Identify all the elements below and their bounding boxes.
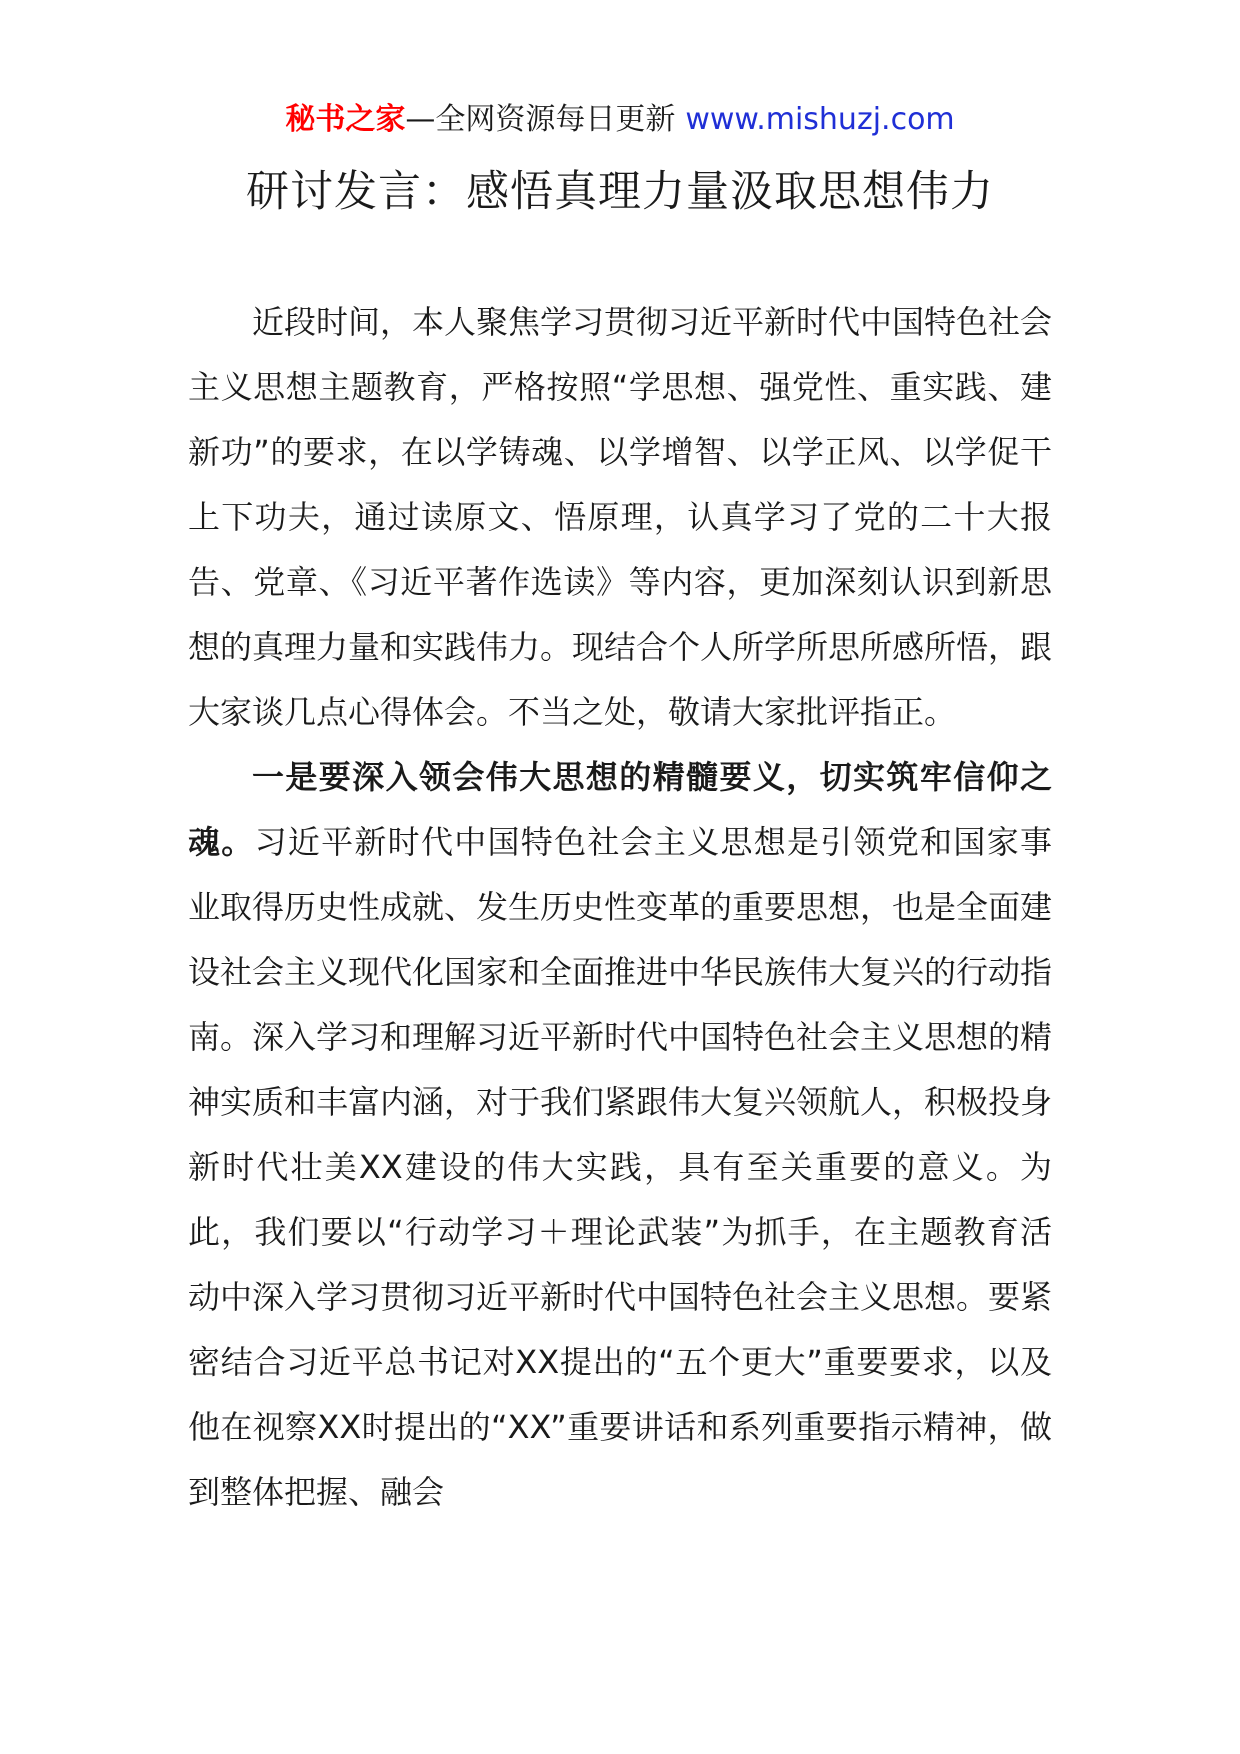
paragraph-point-one — [188, 745, 1052, 1525]
site-url-link[interactable]: www.mishuzj.com — [685, 102, 955, 137]
document-title: 研讨发言：感悟真理力量汲取思想伟力 — [246, 167, 994, 217]
paragraph-lead: 一是要深入领会伟大思想的精髓要义，切实筑牢信仰之魂。 — [188, 758, 1052, 861]
document-body — [188, 290, 1052, 1525]
site-header — [0, 100, 1240, 140]
paragraph-text: 近段时间，本人聚焦学习贯彻习近平新时代中国特色社会主义思想主题教育，严格按照“学思想、强党性、重实践、建新功”的要求，在以学铸魂、以学增智、以学正风、以学促干上下功夫，通过读原文、悟原理，认真学习了党的二十大报告、党章、《习近平著作选读》等内容，更加深刻认识到新思想的真理力量和实践伟力。现结合个人所学所思所感所悟，跟大家谈几点心得体会。不当之处，敬请大家批评指正。 — [188, 303, 1053, 731]
paragraph-intro — [188, 290, 1052, 745]
site-tagline: —全网资源每日更新 — [405, 102, 676, 137]
site-name: 秘书之家 — [285, 102, 406, 137]
paragraph-text: 习近平新时代中国特色社会主义思想是引领党和国家事业取得历史性成就、发生历史性变革的重要思想，也是全面建设社会主义现代化国家和全面推进中华民族伟大复兴的行动指南。深入学习和理解习近平新时代中国特色社会主义思想的精神实质和丰富内涵，对于我们紧跟伟大复兴领航人，积极投身新时代壮美XX建设的伟大实践，具有至关重要的意义。为此，我们要以“行动学习＋理论武装”为抓手，在主题教育活动中深入学习贯彻习近平新时代中国特色社会主义思想。要紧密结合习近平总书记对XX提出的“五个更大”重要要求，以及他在视察XX时提出的“XX”重要讲话和系列重要指示精神，做到整体把握、融会 — [188, 823, 1053, 1511]
